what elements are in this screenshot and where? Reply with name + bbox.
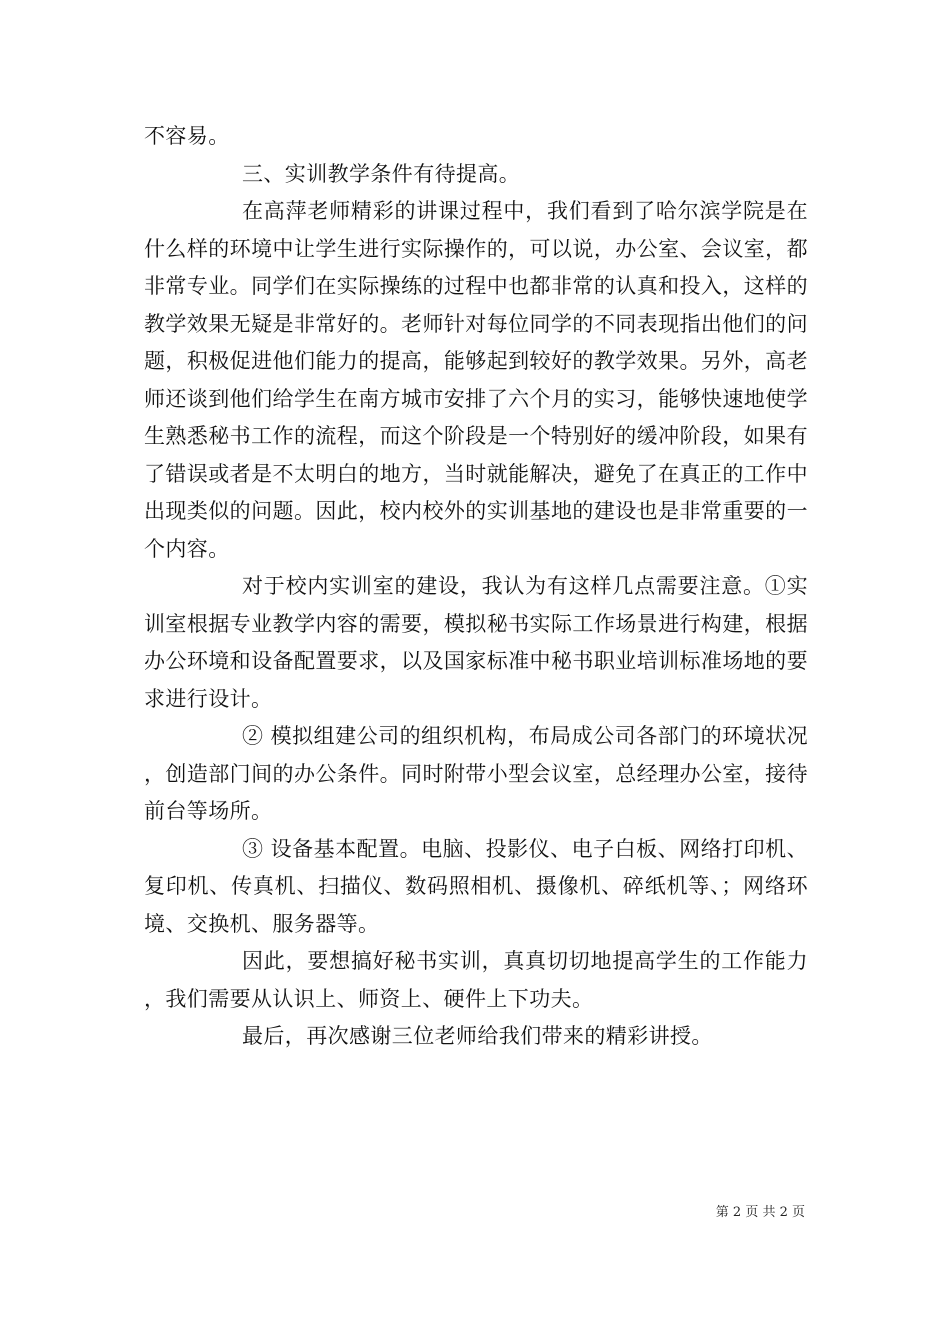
paragraph: 在高萍老师精彩的讲课过程中，我们看到了哈尔滨学院是在什么样的环境中让学生进行实际操作的，可以说，办公室、会议室，都非常专业。同学们在实际操练的过程中也都非常的认真和投入，这样的教学效果无疑是非常好的。老师针对每位同学的不同表现指出他们的问题，积极促进他们能力的提高，能够起到较好的教学效果。另外，高老师还谈到他们给学生在南方城市安排了六个月的实习，能够快速地使学生熟悉秘书工作的流程，而这个阶段是一个特别好的缓冲阶段，如果有了错误或者是不太明白的地方，当时就能解决，避免了在真正的工作中出现类似的问题。因此，校内校外的实训基地的建设也是非常重要的一个内容。 [144, 199, 808, 561]
paragraph: 对于校内实训室的建设，我认为有这样几点需要注意。①实训室根据专业教学内容的需要，模拟秘书实际工作场景进行构建，根据办公环境和设备配置要求，以及国家标准中秘书职业培训标准场地的要求进行设计。 [144, 574, 808, 711]
paragraph-continuation: 不容易。 [144, 124, 230, 148]
paragraph: 最后，再次感谢三位老师给我们带来的精彩讲授。 [242, 1024, 713, 1048]
paragraph: ③ 设备基本配置。电脑、投影仪、电子白板、网络打印机、复印机、传真机、扫描仪、数码照相机、摄像机、碎纸机等、；网络环境、交换机、服务器等。 [144, 836, 808, 936]
paragraph: 因此，要想搞好秘书实训，真真切切地提高学生的工作能力，我们需要从认识上、师资上、硬件上下功夫。 [144, 949, 808, 1011]
section-heading: 三、实训教学条件有待提高。 [242, 161, 521, 186]
paragraph: ② 模拟组建公司的组织机构，布局成公司各部门的环境状况，创造部门间的办公条件。同时附带小型会议室，总经理办公室，接待前台等场所。 [144, 724, 808, 823]
page-number-footer: 第 2 页 共 2 页 [715, 1205, 805, 1220]
document-body [144, 118, 808, 1056]
